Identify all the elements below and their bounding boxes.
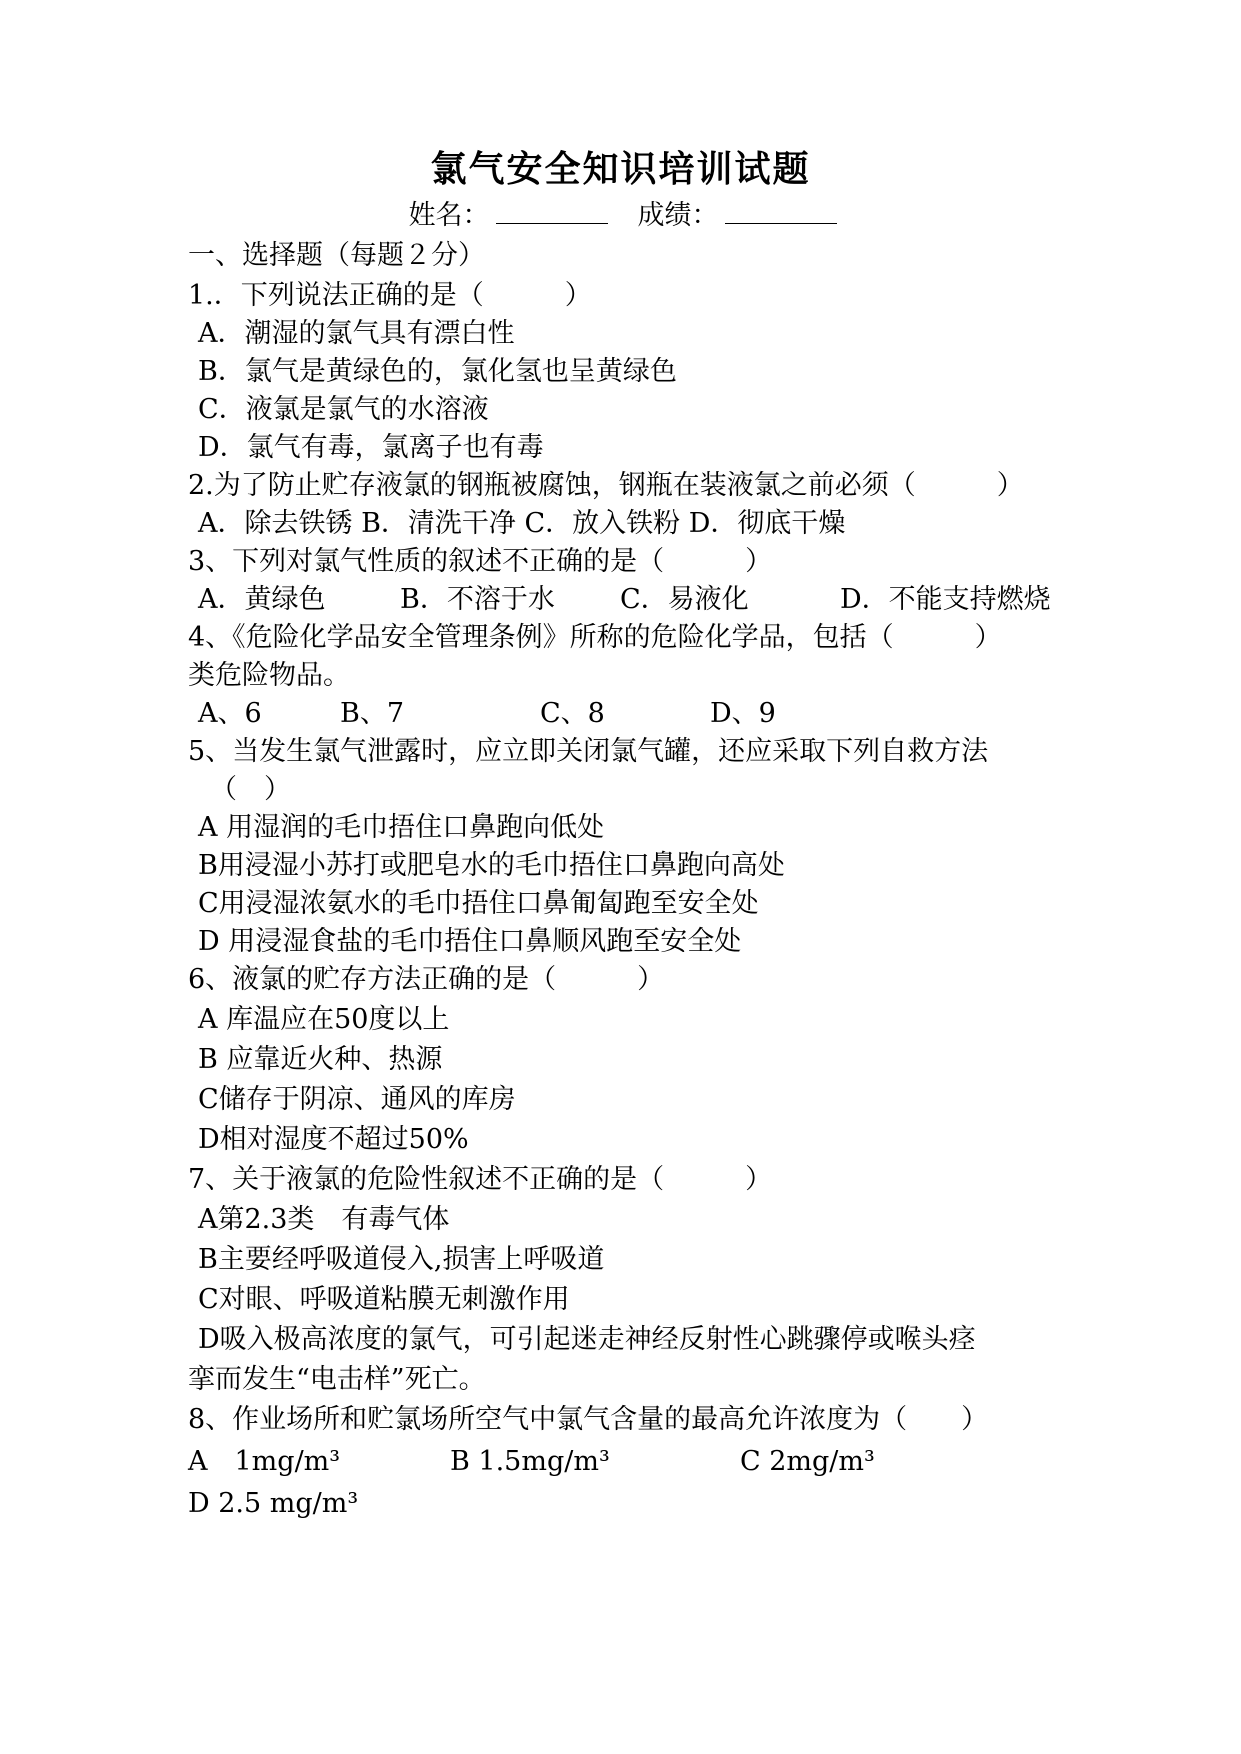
question-4-option-a: A、6	[198, 698, 262, 729]
question-4-option-b: B、7	[340, 698, 405, 729]
question-6-stem: 6、液氯的贮存方法正确的是（ ）	[188, 964, 665, 995]
question-5-stem-line1: 5、当发生氯气泄露时，应立即关闭氯气罐，还应采取下列自救方法	[188, 736, 989, 767]
question-3-options	[188, 580, 1068, 620]
question-8-option-c: C 2mg/m³	[740, 1446, 875, 1477]
question-8-option-b: B 1.5mg/m³	[450, 1446, 610, 1477]
question-5-option-c: C用浸湿浓氨水的毛巾捂住口鼻匍匐跑至安全处	[198, 888, 759, 919]
name-blank[interactable]	[496, 197, 608, 224]
question-1-option-b: B．氯气是黄绿色的，氯化氢也呈黄绿色	[198, 356, 677, 387]
section-heading: 一、选择题（每题２分）	[188, 240, 485, 271]
score-blank[interactable]	[725, 197, 837, 224]
question-3-stem: 3、下列对氯气性质的叙述不正确的是（ ）	[188, 546, 773, 577]
question-3-option-a: A．黄绿色	[198, 584, 326, 615]
question-8-option-a: A 1mg/m³	[188, 1446, 341, 1477]
question-4-option-c: C、8	[540, 698, 605, 729]
question-8-option-d: D 2.5 mg/m³	[188, 1488, 359, 1519]
question-4-stem-line2: 类危险物品。	[188, 660, 350, 691]
question-4-options	[188, 694, 1068, 734]
question-3-option-c: C．易液化	[620, 584, 749, 615]
question-5-option-b: B用浸湿小苏打或肥皂水的毛巾捂住口鼻跑向高处	[198, 850, 785, 881]
question-6-option-d: D相对湿度不超过50%	[198, 1124, 469, 1155]
question-7-option-c: C对眼、呼吸道粘膜无刺激作用	[198, 1284, 570, 1315]
question-2-options: A．除去铁锈 B．清洗干净 C．放入铁粉 D．彻底干燥	[198, 508, 846, 539]
question-8-options	[188, 1442, 1068, 1482]
score-label: 成绩：	[637, 200, 719, 231]
question-7-option-d-line2: 挛而发生“电击样”死亡。	[188, 1364, 486, 1395]
question-7-stem: 7、关于液氯的危险性叙述不正确的是（ ）	[188, 1164, 773, 1195]
question-7-option-d-line1: D吸入极高浓度的氯气，可引起迷走神经反射性心跳骤停或喉头痉	[198, 1324, 976, 1355]
question-2-stem: 2.为了防止贮存液氯的钢瓶被腐蚀，钢瓶在装液氯之前必须（ ）	[188, 470, 1024, 501]
question-1-option-a: A．潮湿的氯气具有漂白性	[198, 318, 515, 349]
question-3-option-d: D．不能支持燃烧	[840, 584, 1051, 615]
question-6-option-b: B 应靠近火种、热源	[198, 1044, 443, 1075]
name-score-line	[0, 196, 1241, 236]
question-5-stem-line2: （ ）	[210, 774, 291, 805]
question-7-option-b: B主要经呼吸道侵入,损害上呼吸道	[198, 1244, 605, 1275]
question-1-stem: 1.．下列说法正确的是（ ）	[188, 280, 592, 311]
page-title: 氯气安全知识培训试题	[430, 148, 811, 190]
question-6-option-a: A 库温应在50度以上	[198, 1004, 450, 1035]
question-6-option-c: C储存于阴凉、通风的库房	[198, 1084, 516, 1115]
question-4-option-d: D、9	[710, 698, 776, 729]
question-1-option-d: D．氯气有毒，氯离子也有毒	[198, 432, 544, 463]
question-4-stem-line1: 4、《危险化学品安全管理条例》所称的危险化学品，包括（ ）	[188, 622, 1002, 653]
question-7-option-a: A第2.3类 有毒气体	[198, 1204, 450, 1235]
name-label: 姓名：	[408, 200, 490, 231]
question-5-option-a: A 用湿润的毛巾捂住口鼻跑向低处	[198, 812, 605, 843]
question-1-option-c: C．液氯是氯气的水溶液	[198, 394, 489, 425]
question-5-option-d: D 用浸湿食盐的毛巾捂住口鼻顺风跑至安全处	[198, 926, 742, 957]
question-3-option-b: B．不溶于水	[400, 584, 555, 615]
question-8-stem: 8、作业场所和贮氯场所空气中氯气含量的最高允许浓度为（ ）	[188, 1404, 989, 1435]
